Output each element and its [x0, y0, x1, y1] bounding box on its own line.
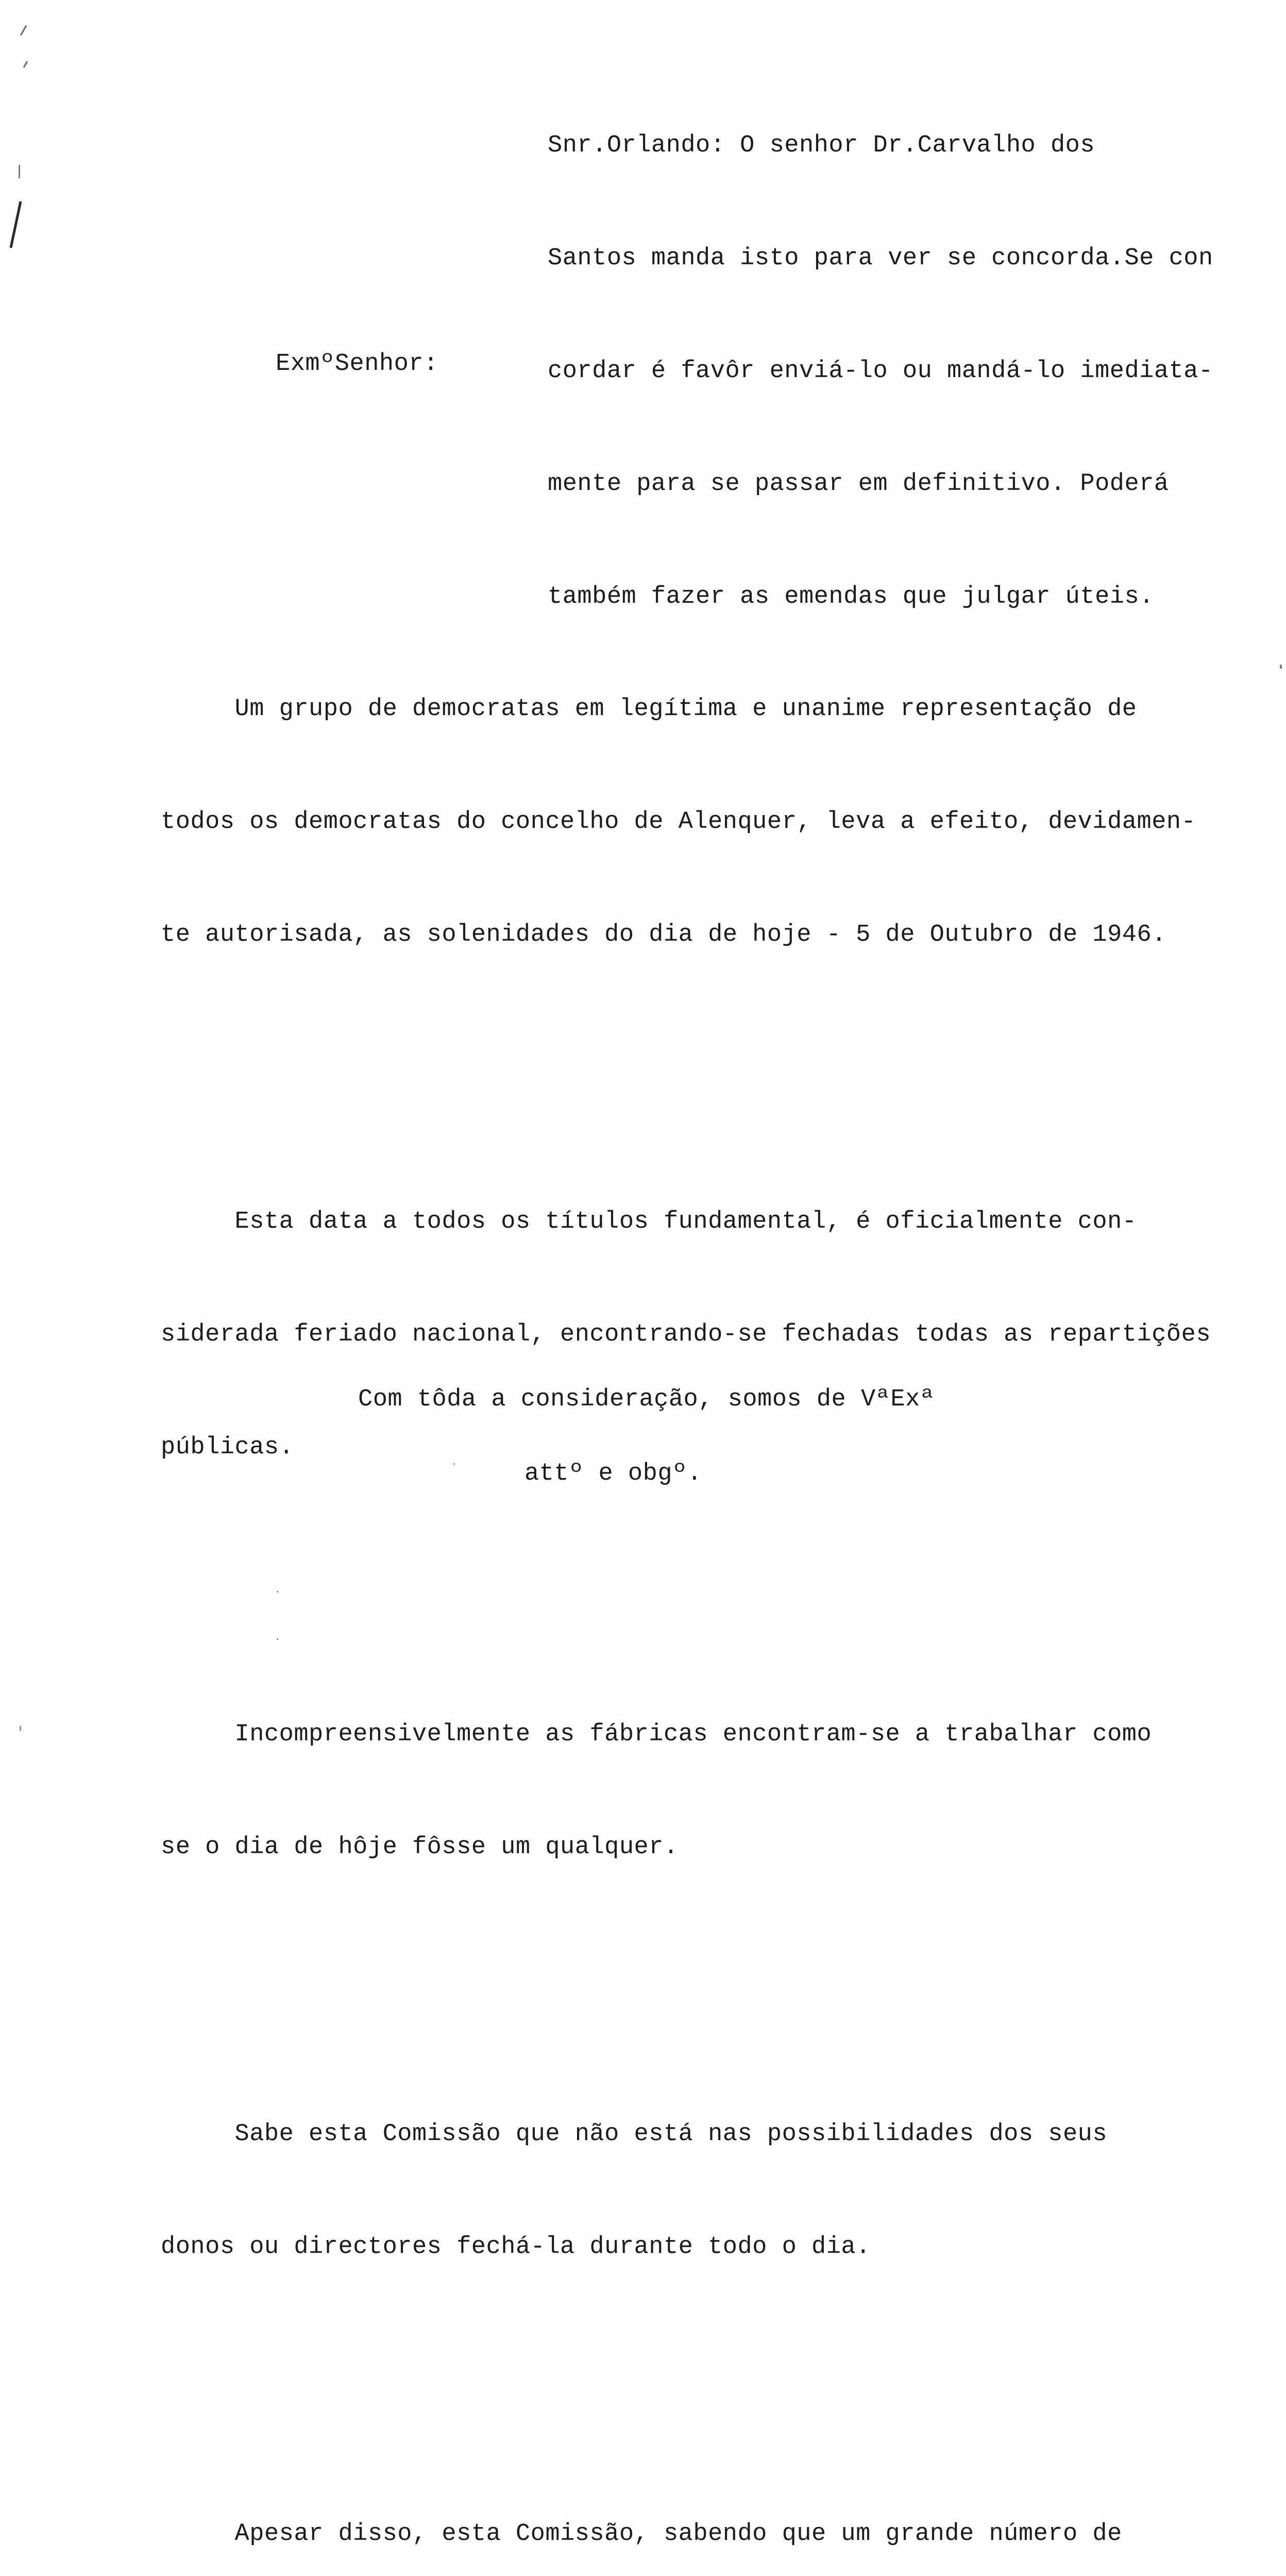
- scan-speck: [20, 25, 27, 36]
- paragraph: [161, 2440, 1243, 2576]
- body-line: todos os democratas do concelho de Alenquer, leva a efeito, devidamen-: [161, 808, 1196, 836]
- body-line: se o dia de hôje fôsse um qualquer.: [161, 1834, 679, 1861]
- scan-speck: [20, 1726, 21, 1731]
- body-line: donos ou directores fechá-la durante todo o dia.: [161, 2233, 871, 2261]
- paragraph: [161, 615, 1243, 1029]
- body-line: Incompreensivelmente as fábricas encontram-se a trabalhar como: [161, 1721, 1152, 1748]
- scan-speck: [1280, 665, 1282, 669]
- body-line: Apesar disso, esta Comissão, sabendo que um grande número de: [161, 2520, 1122, 2548]
- salutation: ExmºSenhor:: [276, 350, 438, 378]
- body-line: Um grupo de democratas em legítima e unanime representação de: [161, 696, 1137, 723]
- closing-line: Com tôda a consideração, somos de VªExª: [358, 1386, 935, 1413]
- scan-speck: [23, 61, 28, 68]
- note-line: mente para se passar em definitivo. Poderá: [548, 470, 1169, 498]
- body-line: siderada feriado nacional, encontrando-se fechadas todas as repartições: [161, 1321, 1211, 1348]
- note-line: também fazer as emendas que julgar úteis.: [548, 583, 1154, 611]
- note-line: Santos manda isto para ver se concorda.Se con: [548, 245, 1213, 272]
- body-line: te autorisada, as solenidades do dia de hoje - 5 de Outubro de 1946.: [161, 921, 1166, 948]
- paragraph: [161, 2040, 1243, 2341]
- letter-body: [161, 540, 1243, 2576]
- note-line: cordar é favôr enviá-lo ou mandá-lo imediata-: [548, 358, 1213, 385]
- note-line: Snr.Orlando: O senhor Dr.Carvalho dos: [548, 132, 1095, 159]
- paragraph: [161, 1640, 1243, 1941]
- closing-abbreviation: attº e obgº.: [524, 1460, 702, 1487]
- scan-speck: [19, 165, 20, 178]
- binding-mark: [9, 201, 22, 248]
- body-line: públicas.: [161, 1434, 294, 1461]
- body-line: Esta data a todos os títulos fundamental, é oficialmente con-: [161, 1208, 1137, 1235]
- body-line: Sabe esta Comissão que não está nas possibilidades dos seus: [161, 2121, 1108, 2148]
